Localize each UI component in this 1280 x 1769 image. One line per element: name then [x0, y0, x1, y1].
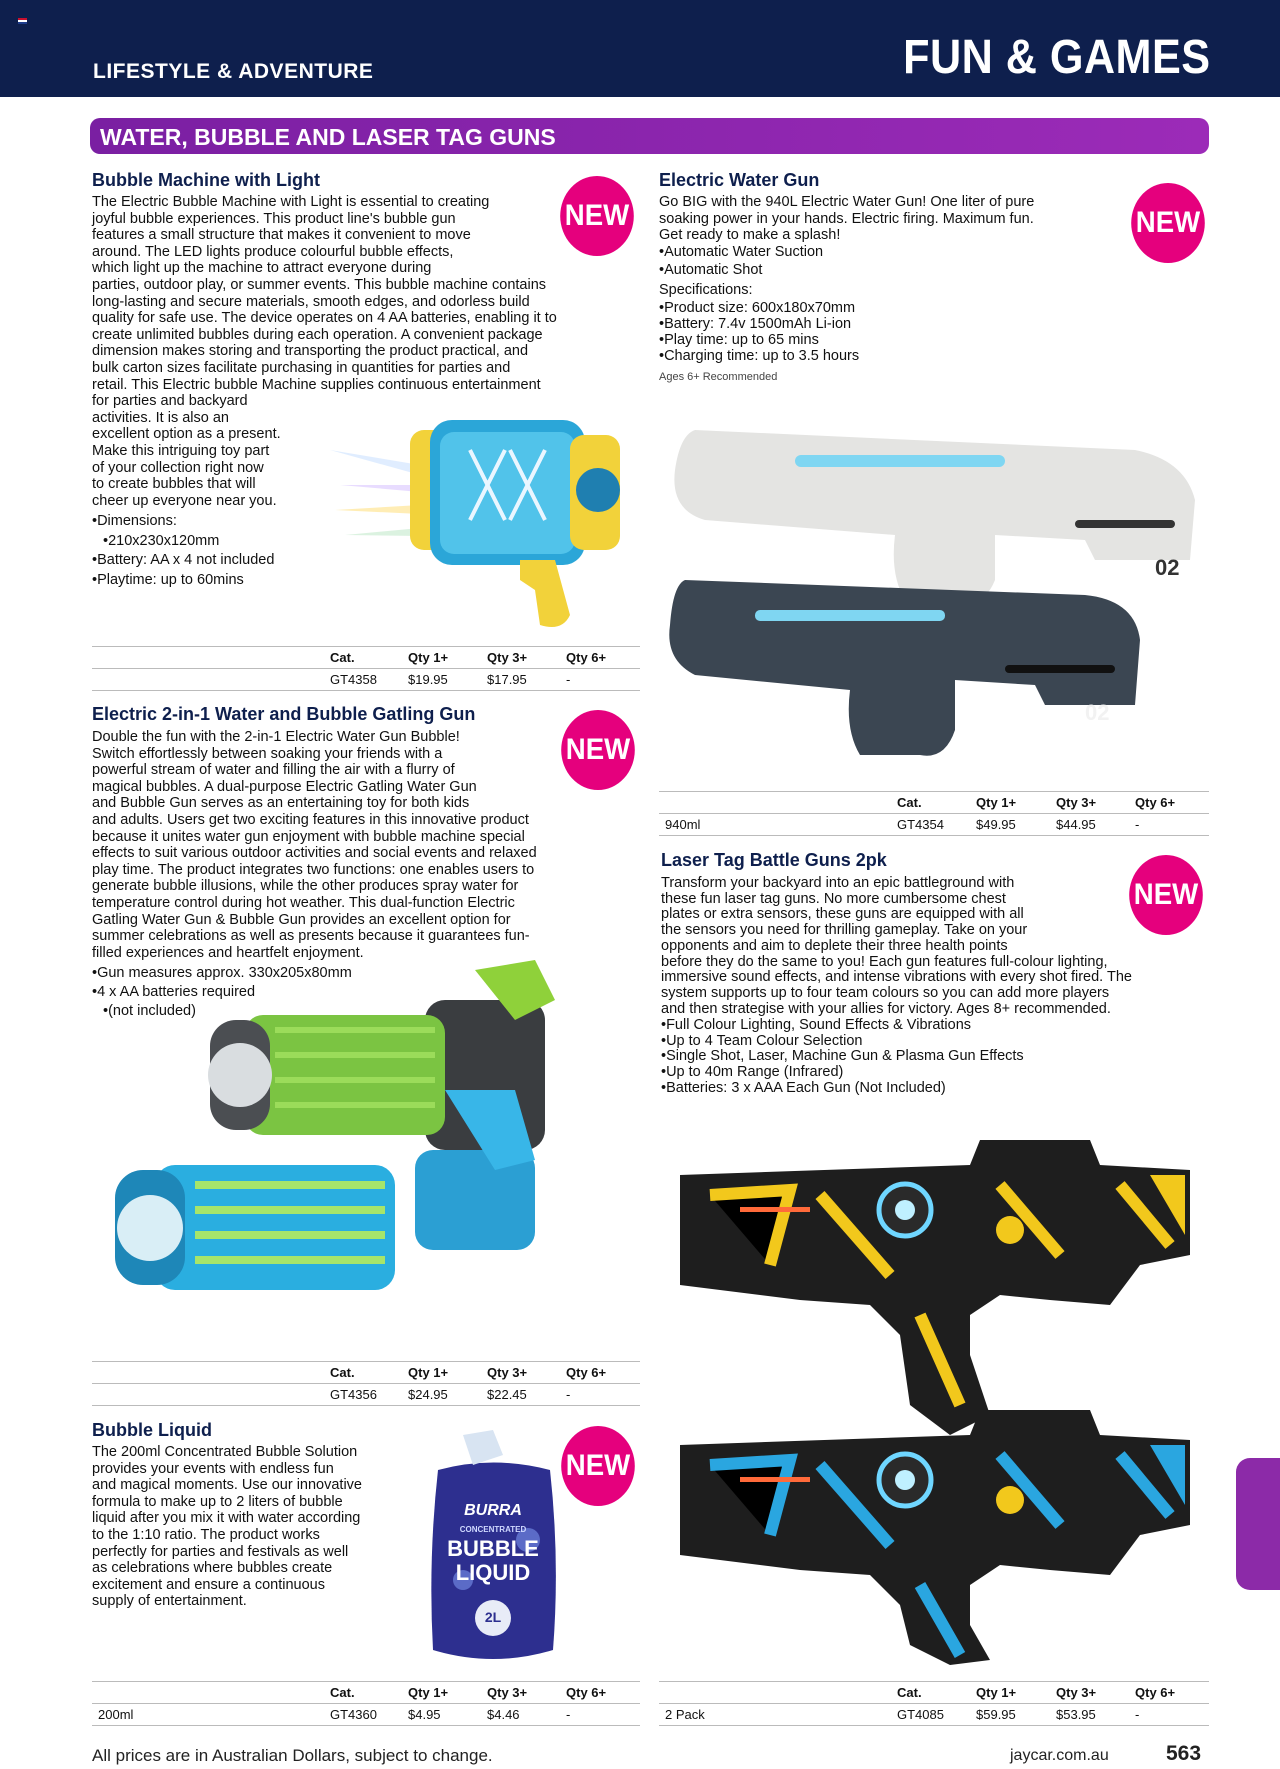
- price-qty3: $17.95: [487, 672, 527, 687]
- description-line: effects to suit various outdoor activities and social events and relaxed: [92, 845, 537, 862]
- description-line: and adults. Users get two exciting features in this innovative product: [92, 811, 529, 828]
- description-line: The Electric Bubble Machine with Light is essential to creating: [92, 194, 490, 210]
- description-line: because it unites water gun enjoyment with bubble machine special: [92, 828, 525, 845]
- spec-list-water-gun: [659, 300, 859, 364]
- description-line: Switch effortlessly between soaking your friends with a: [92, 745, 443, 762]
- bullet-list-laser-tag: [661, 1018, 1024, 1097]
- description-line: temperature control during hot weather. This dual-function Electric: [92, 894, 515, 911]
- description-line: as celebrations where bubbles create: [92, 1560, 333, 1577]
- new-badge: NEW: [561, 1426, 635, 1506]
- price-qty3: $4.46: [487, 1707, 520, 1722]
- bullet-item: • Gun measures approx. 330x205x80mm: [92, 964, 352, 983]
- table-row: [659, 1704, 1209, 1726]
- bullet-item: • Up to 40m Range (Infrared): [661, 1065, 1024, 1081]
- specifications-label: Specifications:: [659, 282, 753, 298]
- col-header-qty1: Qty 1+: [408, 650, 449, 665]
- bullet-item: • Automatic Shot: [659, 262, 823, 280]
- website-link[interactable]: jaycar.com.au: [1010, 1747, 1109, 1764]
- description-line: Make this intriguing toy part: [92, 442, 270, 459]
- description-line: long-lasting and secure materials, smooth edges, and odorless build: [92, 293, 530, 310]
- description-line: and Bubble Gun serves as an entertaining toy for both kids: [92, 795, 470, 812]
- col-header-qty3: Qty 3+: [1056, 795, 1097, 810]
- bullet-item: • (not included): [92, 1002, 352, 1021]
- col-header-qty3: Qty 3+: [487, 1365, 528, 1380]
- product-description-gatling-gun: [92, 729, 537, 961]
- description-line: for parties and backyard: [92, 393, 248, 410]
- bullet-list-water-gun: [659, 244, 823, 279]
- category-banner-label: WATER, BUBBLE AND LASER TAG GUNS: [100, 124, 556, 150]
- laser-tag-guns-image: [670, 1135, 1200, 1670]
- description-line: perfectly for parties and festivals as well: [92, 1543, 349, 1560]
- description-line: immersive sound effects, and intense vibrations with every shot fired. The: [661, 969, 1132, 986]
- price-qty6: -: [566, 1707, 571, 1722]
- description-line: magical bubbles. A dual-purpose Electric Gatling Water Gun: [92, 778, 477, 795]
- variant-cell: [92, 669, 330, 691]
- variant-cell: 940ml: [665, 817, 701, 832]
- price-table-laser-tag: [659, 1681, 1209, 1726]
- col-header-qty1: Qty 1+: [976, 795, 1017, 810]
- description-line: soaking power in your hands. Electric firing. Maximum fun.: [659, 210, 1034, 227]
- description-line: system supports up to four team colours so you can add more players: [661, 984, 1110, 1001]
- col-header-qty3: Qty 3+: [487, 650, 528, 665]
- pack-brand: BURRA: [464, 1502, 522, 1519]
- page-title: FUN & GAMES: [902, 31, 1210, 84]
- col-header-qty6: Qty 6+: [566, 1685, 607, 1700]
- description-line: to create bubbles that will: [92, 476, 256, 493]
- description-line: summer celebrations as well as presents because it guarantees fun-: [92, 928, 530, 945]
- product-title-water-gun: Electric Water Gun: [659, 170, 820, 190]
- pack-size: 2L: [484, 1609, 502, 1625]
- table-row: [92, 669, 640, 691]
- description-line: bulk carton sizes facilitate purchasing in quantities for parties and: [92, 359, 511, 376]
- description-line: Double the fun with the 2-in-1 Electric Water Gun Bubble!: [92, 729, 460, 745]
- description-line: and then strategise with your allies for victory. Ages 8+ recommended.: [661, 1000, 1111, 1017]
- page-header: [0, 0, 1280, 97]
- bullet-item: • Up to 4 Team Colour Selection: [661, 1034, 1024, 1050]
- section-side-tab[interactable]: [1236, 1458, 1280, 1590]
- gun-number-dark: 02: [1085, 700, 1110, 725]
- variant-cell: 2 Pack: [665, 1707, 705, 1722]
- table-row: [659, 814, 1209, 836]
- product-title-laser-tag: Laser Tag Battle Guns 2pk: [661, 850, 887, 870]
- new-badge: NEW: [560, 176, 634, 256]
- col-header-qty6: Qty 6+: [1135, 1685, 1176, 1700]
- new-badge: NEW: [561, 710, 635, 790]
- col-header-cat: Cat.: [330, 650, 355, 665]
- description-line: activities. It is also an: [92, 409, 229, 426]
- price-qty3: $22.45: [487, 1387, 527, 1402]
- age-note: Ages 6+ Recommended: [659, 371, 778, 383]
- description-line: generate bubble illusions, while the other produces spray water for: [92, 878, 519, 895]
- cat-cell: GT4360: [330, 1707, 377, 1722]
- description-line: the sensors you need for thrilling gameplay. Take on your: [661, 922, 1028, 939]
- price-qty6: -: [1135, 817, 1140, 832]
- bullet-item: • 4 x AA batteries required: [92, 983, 352, 1002]
- description-line: Gatling Water Gun & Bubble Gun provides an excellent option for: [92, 911, 511, 928]
- bubble-machine-image: [330, 410, 640, 635]
- col-header-qty3: Qty 3+: [487, 1685, 528, 1700]
- pack-subtitle: CONCENTRATED: [459, 1525, 527, 1534]
- bullet-item: • Battery: AA x 4 not included: [92, 551, 274, 571]
- col-header-qty1: Qty 1+: [976, 1685, 1017, 1700]
- col-header-cat: Cat.: [330, 1365, 355, 1380]
- spec-item: • Product size: 600x180x70mm: [659, 300, 859, 316]
- description-line: play time. The product integrates two functions: one enables users to: [92, 861, 535, 878]
- price-qty1: $4.95: [408, 1707, 441, 1722]
- product-description-bubble-liquid: [92, 1444, 362, 1610]
- bullet-list-bubble-machine: [92, 512, 274, 590]
- price-qty6: -: [566, 1387, 571, 1402]
- price-qty1: $59.95: [976, 1707, 1016, 1722]
- description-line: joyful bubble experiences. This product line's bubble gun: [92, 210, 456, 227]
- gatling-gun-image: [115, 960, 635, 1330]
- bullet-item: • Dimensions:: [92, 512, 274, 532]
- col-header-qty3: Qty 3+: [1056, 1685, 1097, 1700]
- cat-cell: GT4358: [330, 672, 377, 687]
- description-line: The 200ml Concentrated Bubble Solution: [92, 1444, 358, 1460]
- description-line: liquid after you mix it with water according: [92, 1510, 361, 1527]
- col-header-cat: Cat.: [330, 1685, 355, 1700]
- section-label: LIFESTYLE & ADVENTURE: [93, 60, 374, 83]
- col-header-qty6: Qty 6+: [1135, 795, 1176, 810]
- spec-item: • Charging time: up to 3.5 hours: [659, 348, 859, 364]
- price-table-bubble-machine: [92, 646, 640, 691]
- description-line: provides your events with endless fun: [92, 1460, 334, 1477]
- product-title-bubble-liquid: Bubble Liquid: [92, 1420, 212, 1440]
- gun-number-white: 02: [1155, 555, 1180, 580]
- cat-cell: GT4354: [897, 817, 944, 832]
- product-description-water-gun: [659, 194, 1034, 244]
- description-line: to the 1:10 ratio. The product works: [92, 1526, 320, 1543]
- pack-line2: LIQUID: [455, 1560, 531, 1585]
- description-line: of your collection right now: [92, 459, 264, 476]
- description-line: opponents and aim to deplete their three health points: [661, 937, 1008, 954]
- price-qty3: $53.95: [1056, 1707, 1096, 1722]
- bullet-item: • Full Colour Lighting, Sound Effects & Vibrations: [661, 1018, 1024, 1034]
- new-badge: NEW: [1131, 183, 1205, 263]
- bullet-item: • Automatic Water Suction: [659, 244, 823, 262]
- description-line: Transform your backyard into an epic battleground with: [661, 875, 1015, 891]
- bullet-item: • 210x230x120mm: [92, 532, 274, 552]
- description-line: powerful stream of water and filling the air with a flurry of: [92, 762, 455, 779]
- table-row: [92, 1704, 640, 1726]
- price-qty1: $19.95: [408, 672, 448, 687]
- bullet-item: • Playtime: up to 60mins: [92, 571, 274, 591]
- col-header-qty6: Qty 6+: [566, 650, 607, 665]
- col-header-cat: Cat.: [897, 1685, 922, 1700]
- description-line: dimension makes storing and transporting the product practical, and: [92, 343, 529, 360]
- bullet-item: • Batteries: 3 x AAA Each Gun (Not Included): [661, 1081, 1024, 1097]
- price-qty3: $44.95: [1056, 817, 1096, 832]
- spec-item: • Play time: up to 65 mins: [659, 332, 859, 348]
- description-line: cheer up everyone near you.: [92, 492, 277, 509]
- col-header-qty1: Qty 1+: [408, 1365, 449, 1380]
- product-title-gatling-gun: Electric 2-in-1 Water and Bubble Gatling Gun: [92, 704, 476, 724]
- description-line: these fun laser tag guns. No more cumbersome chest: [661, 890, 1006, 907]
- page-number: 563: [1166, 1742, 1202, 1765]
- cat-cell: GT4356: [330, 1387, 377, 1402]
- product-description-laser-tag: [661, 876, 1132, 1017]
- description-line: Get ready to make a splash!: [659, 227, 841, 244]
- description-line: retail. This Electric bubble Machine supplies continuous entertainment: [92, 376, 541, 393]
- col-header-qty6: Qty 6+: [566, 1365, 607, 1380]
- pack-line1: BUBBLE: [447, 1536, 539, 1561]
- description-line: which light up the machine to attract everyone during: [92, 260, 432, 277]
- variant-cell: 200ml: [98, 1707, 134, 1722]
- price-qty6: -: [566, 672, 571, 687]
- description-line: parties, outdoor play, or summer events. This bubble machine contains: [92, 276, 547, 293]
- col-header-qty1: Qty 1+: [408, 1685, 449, 1700]
- price-table-gatling-gun: [92, 1361, 640, 1406]
- price-disclaimer: All prices are in Australian Dollars, subject to change.: [92, 1746, 493, 1765]
- bubble-liquid-pack-image: [418, 1430, 568, 1670]
- bullet-item: • Single Shot, Laser, Machine Gun & Plasma Gun Effects: [661, 1049, 1024, 1065]
- new-badge: NEW: [1129, 855, 1203, 935]
- description-line: Go BIG with the 940L Electric Water Gun! One liter of pure: [659, 194, 1035, 210]
- description-line: excitement and ensure a continuous: [92, 1576, 325, 1593]
- description-line: before they do the same to you! Each gun features full-colour lighting,: [661, 953, 1108, 970]
- description-line: supply of entertainment.: [92, 1593, 247, 1610]
- description-line: formula to make up to 2 liters of bubble: [92, 1493, 343, 1510]
- description-line: around. The LED lights produce colourful bubble effects,: [92, 243, 454, 260]
- description-line: filled experiences and heartfelt enjoyment.: [92, 944, 364, 961]
- table-row: [92, 1384, 640, 1406]
- flag-icon: [18, 18, 27, 24]
- price-qty1: $24.95: [408, 1387, 448, 1402]
- category-banner: [90, 118, 1209, 154]
- price-table-bubble-liquid: [92, 1681, 640, 1726]
- product-title-bubble-machine: Bubble Machine with Light: [92, 170, 320, 190]
- cat-cell: GT4085: [897, 1707, 944, 1722]
- price-table-water-gun: [659, 791, 1209, 836]
- description-line: plates or extra sensors, these guns are equipped with all: [661, 906, 1024, 923]
- col-header-cat: Cat.: [897, 795, 922, 810]
- description-line: excellent option as a present.: [92, 426, 281, 443]
- price-qty6: -: [1135, 1707, 1140, 1722]
- price-qty1: $49.95: [976, 817, 1016, 832]
- spec-item: • Battery: 7.4v 1500mAh Li-ion: [659, 316, 859, 332]
- water-gun-image: [665, 410, 1210, 785]
- description-line: quality for safe use. The device operates on 4 AA batteries, enabling it to: [92, 310, 557, 327]
- description-line: features a small structure that makes it convenient to move: [92, 227, 471, 244]
- description-line: create unlimited bubbles during each operation. A convenient package: [92, 326, 543, 343]
- description-line: and magical moments. Use our innovative: [92, 1477, 362, 1494]
